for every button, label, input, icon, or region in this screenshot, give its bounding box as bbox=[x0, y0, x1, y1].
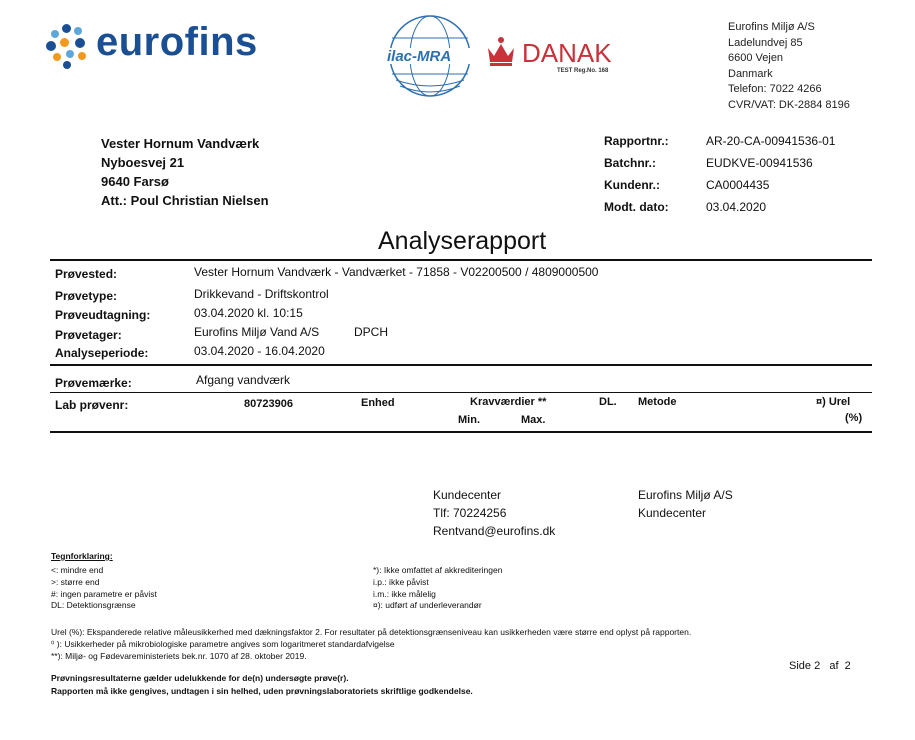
recipient-city: 9640 Farsø bbox=[101, 174, 169, 189]
contact-line: Rentvand@eurofins.dk bbox=[433, 524, 556, 538]
legend-item: ¤): udført af underleverandør bbox=[373, 600, 482, 611]
danak-reg: TEST Reg.No. 168 bbox=[557, 68, 609, 74]
lab-number-value: 80723906 bbox=[244, 398, 293, 410]
divider bbox=[50, 364, 872, 366]
contact-line: Kundecenter bbox=[433, 488, 502, 502]
danak-text: DANAK bbox=[522, 38, 612, 68]
contact-left bbox=[433, 486, 555, 540]
sample-site-label: Prøvested: bbox=[55, 267, 118, 281]
col-urel: ¤) Urel bbox=[816, 396, 851, 408]
legend-item: i.p.: ikke påvist bbox=[373, 576, 429, 587]
page-title: Analyserapport bbox=[378, 227, 547, 255]
contact-right bbox=[638, 486, 733, 522]
legend-item: *): Ikke omfattet af akkrediteringen bbox=[373, 565, 503, 575]
sampler-code: DPCH bbox=[354, 325, 389, 339]
sample-mark-label: Prøvemærke: bbox=[55, 376, 132, 390]
company-address bbox=[728, 20, 850, 113]
col-min: Min. bbox=[458, 414, 480, 426]
contact-line: Eurofins Miljø A/S bbox=[638, 488, 733, 502]
legend-left bbox=[51, 565, 157, 612]
legend-notes bbox=[51, 627, 851, 662]
divider bbox=[50, 259, 872, 261]
validity-note: Prøvningsresultaterne gælder udelukkende for de(n) undersøgte prøve(r). bbox=[51, 673, 349, 683]
company-line: Ladelundvej 85 bbox=[728, 36, 803, 49]
sampling-label: Prøveudtagning: bbox=[55, 308, 151, 322]
legend-item: #: ingen parametre er påvist bbox=[51, 588, 157, 599]
danak-logo bbox=[485, 36, 615, 86]
eurofins-logo-text: eurofins bbox=[96, 20, 258, 64]
legend-note: ⁰ ): Usikkerheder på mikrobiologiske parametre angives som logaritmeret standardafvigelse bbox=[51, 638, 395, 649]
analysis-period-value: 03.04.2020 - 16.04.2020 bbox=[194, 344, 325, 358]
batch-value: EUDKVE-00941536 bbox=[706, 156, 813, 170]
analysis-period-label: Analyseperiode: bbox=[55, 346, 149, 360]
report-number-label: Rapportnr.: bbox=[604, 134, 669, 148]
legend-title: Tegnforklaring: bbox=[51, 551, 113, 561]
ilac-mra-logo bbox=[386, 12, 474, 100]
page-number: Side 2 af 2 bbox=[789, 660, 851, 672]
contact-line: Tlf: 70224256 bbox=[433, 506, 507, 520]
company-line: Eurofins Miljø A/S bbox=[728, 21, 815, 33]
company-line: 6600 Vejen bbox=[728, 52, 784, 64]
sample-type-value: Drikkevand - Driftskontrol bbox=[194, 287, 329, 301]
divider bbox=[50, 392, 872, 393]
col-unit: Enhed bbox=[361, 397, 395, 409]
recipient-name: Vester Hornum Vandværk bbox=[101, 136, 260, 151]
lab-number-label: Lab prøvenr: bbox=[55, 398, 129, 412]
sampler-label: Prøvetager: bbox=[55, 328, 122, 342]
eurofins-logo bbox=[44, 22, 264, 72]
sample-mark-value: Afgang vandværk bbox=[196, 373, 291, 387]
legend-note: Urel (%): Ekspanderede relative måleusikkerhed med dækningsfaktor 2. For resultater på detektionsgrænseniveau kan usikkerheden være større end oplyst på rapporten. bbox=[51, 627, 692, 637]
sample-site-value: Vester Hornum Vandværk - Vandværket - 71858 - V02200500 / 4809000500 bbox=[194, 265, 599, 279]
col-dl: DL. bbox=[599, 396, 617, 408]
report-number-value: AR-20-CA-00941536-01 bbox=[706, 134, 836, 148]
recipient-att: Att.: Poul Christian Nielsen bbox=[101, 193, 269, 208]
legend-item: i.m.: ikke målelig bbox=[373, 588, 436, 599]
sample-type-label: Prøvetype: bbox=[55, 289, 118, 303]
eurofins-logo-mark bbox=[44, 24, 90, 70]
ilac-mra-text: ilac-MRA bbox=[387, 48, 452, 65]
legend-item: >: større end bbox=[51, 576, 100, 587]
divider bbox=[50, 431, 872, 433]
crown-icon bbox=[485, 36, 517, 68]
batch-label: Batchnr.: bbox=[604, 156, 657, 170]
customer-number-label: Kundenr.: bbox=[604, 178, 660, 192]
received-date-value: 03.04.2020 bbox=[706, 200, 767, 214]
reproduction-note: Rapporten må ikke gengives, undtagen i sin helhed, uden prøvningslaboratoriets skriftlige godkendelse. bbox=[51, 686, 473, 696]
legend-right bbox=[373, 565, 502, 612]
col-method: Metode bbox=[638, 396, 677, 408]
legend-item: <: mindre end bbox=[51, 565, 104, 575]
received-date-label: Modt. dato: bbox=[604, 200, 669, 214]
legend-note: **): Miljø- og Fødevareministeriets bek.nr. 1070 af 28. oktober 2019. bbox=[51, 650, 307, 661]
company-line: Telefon: 7022 4266 bbox=[728, 83, 822, 95]
sampling-value: 03.04.2020 kl. 10:15 bbox=[194, 306, 303, 320]
company-line: CVR/VAT: DK-2884 8196 bbox=[728, 98, 850, 111]
recipient-street: Nyboesvej 21 bbox=[101, 155, 185, 170]
company-line: Danmark bbox=[728, 67, 773, 80]
legend-item: DL: Detektionsgrænse bbox=[51, 600, 136, 611]
contact-line: Kundecenter bbox=[638, 506, 707, 520]
col-limits: Kravværdier ** bbox=[470, 396, 547, 408]
sampler-value: Eurofins Miljø Vand A/S bbox=[194, 325, 320, 339]
recipient-address bbox=[101, 134, 269, 210]
col-max: Max. bbox=[521, 414, 546, 426]
customer-number-value: CA0004435 bbox=[706, 178, 770, 192]
col-urel-pct: (%) bbox=[845, 412, 863, 424]
